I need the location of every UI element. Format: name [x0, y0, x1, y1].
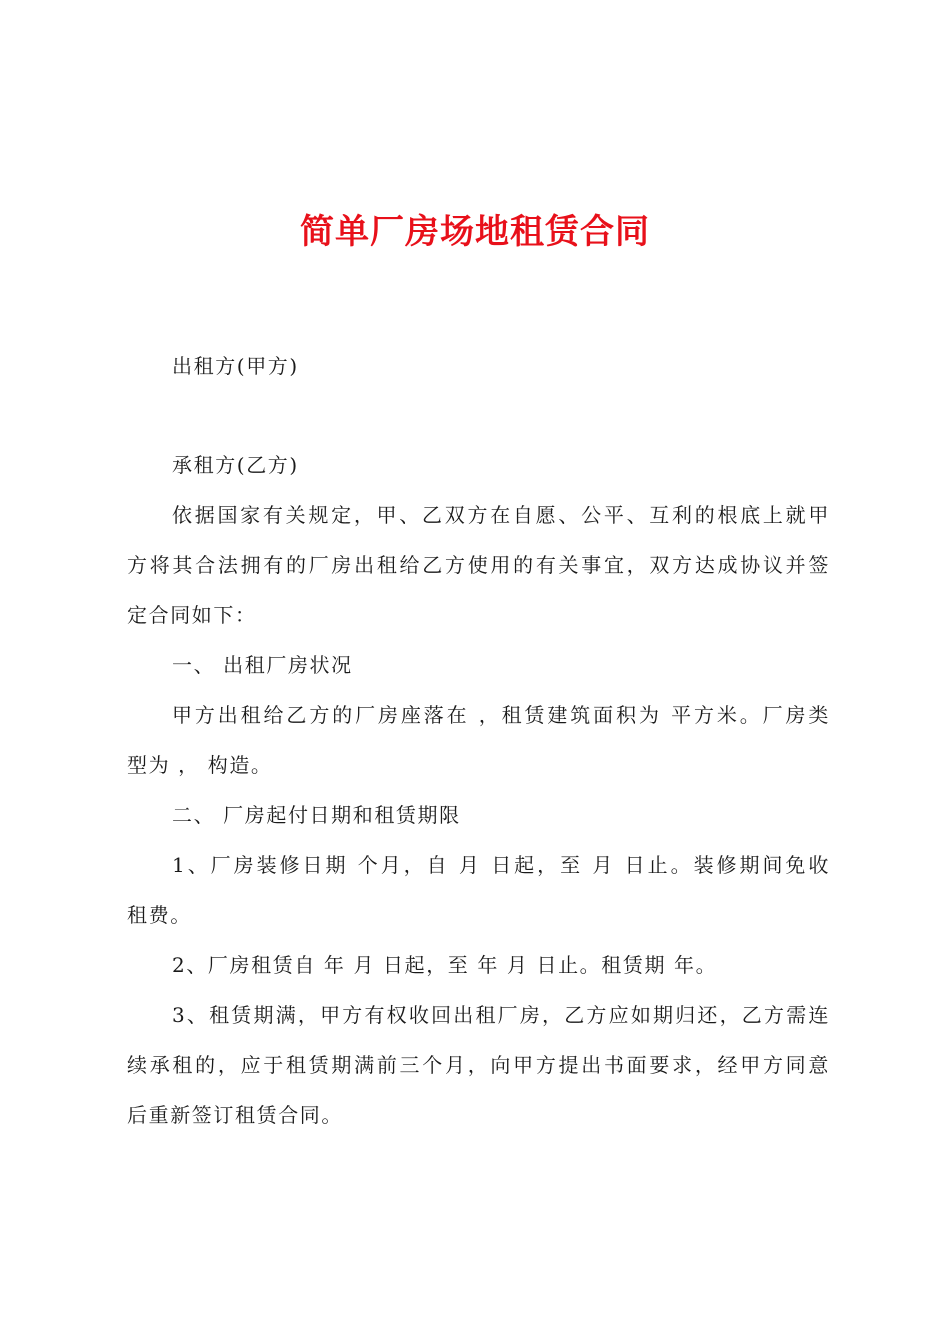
lessor-line: 出租方(甲方)	[172, 354, 299, 378]
preamble-line-3: 定合同如下：	[127, 603, 257, 627]
section-heading-2: 二、 厂房起付日期和租赁期限	[172, 803, 461, 827]
document-title: 简单厂房场地租赁合同	[300, 212, 650, 252]
preamble-line-1: 依据国家有关规定，甲、乙双方在自愿、公平、互利的根底上就甲	[172, 503, 830, 527]
section-1-line-2: 型为 ， 构造。	[127, 753, 273, 777]
clause-3-line-2: 续承租的，应于租赁期满前三个月，向甲方提出书面要求，经甲方同意	[127, 1053, 830, 1077]
section-heading-1: 一、 出租厂房状况	[172, 653, 353, 677]
clause-1-line-2: 租费。	[127, 903, 192, 927]
lessee-line: 承租方(乙方)	[172, 453, 299, 477]
clause-3-line-1: 3、租赁期满，甲方有权收回出租厂房，乙方应如期归还，乙方需连	[172, 1003, 830, 1027]
preamble-line-2: 方将其合法拥有的厂房出租给乙方使用的有关事宜，双方达成协议并签	[127, 553, 830, 577]
clause-1-line-1: 1、厂房装修日期 个月，自 月 日起，至 月 日止。装修期间免收	[172, 853, 830, 877]
section-1-line-1: 甲方出租给乙方的厂房座落在 ，租赁建筑面积为 平方米。厂房类	[172, 703, 830, 727]
clause-3-line-3: 后重新签订租赁合同。	[127, 1103, 343, 1127]
clause-2-line: 2、厂房租赁自 年 月 日起，至 年 月 日止。租赁期 年。	[172, 953, 718, 977]
